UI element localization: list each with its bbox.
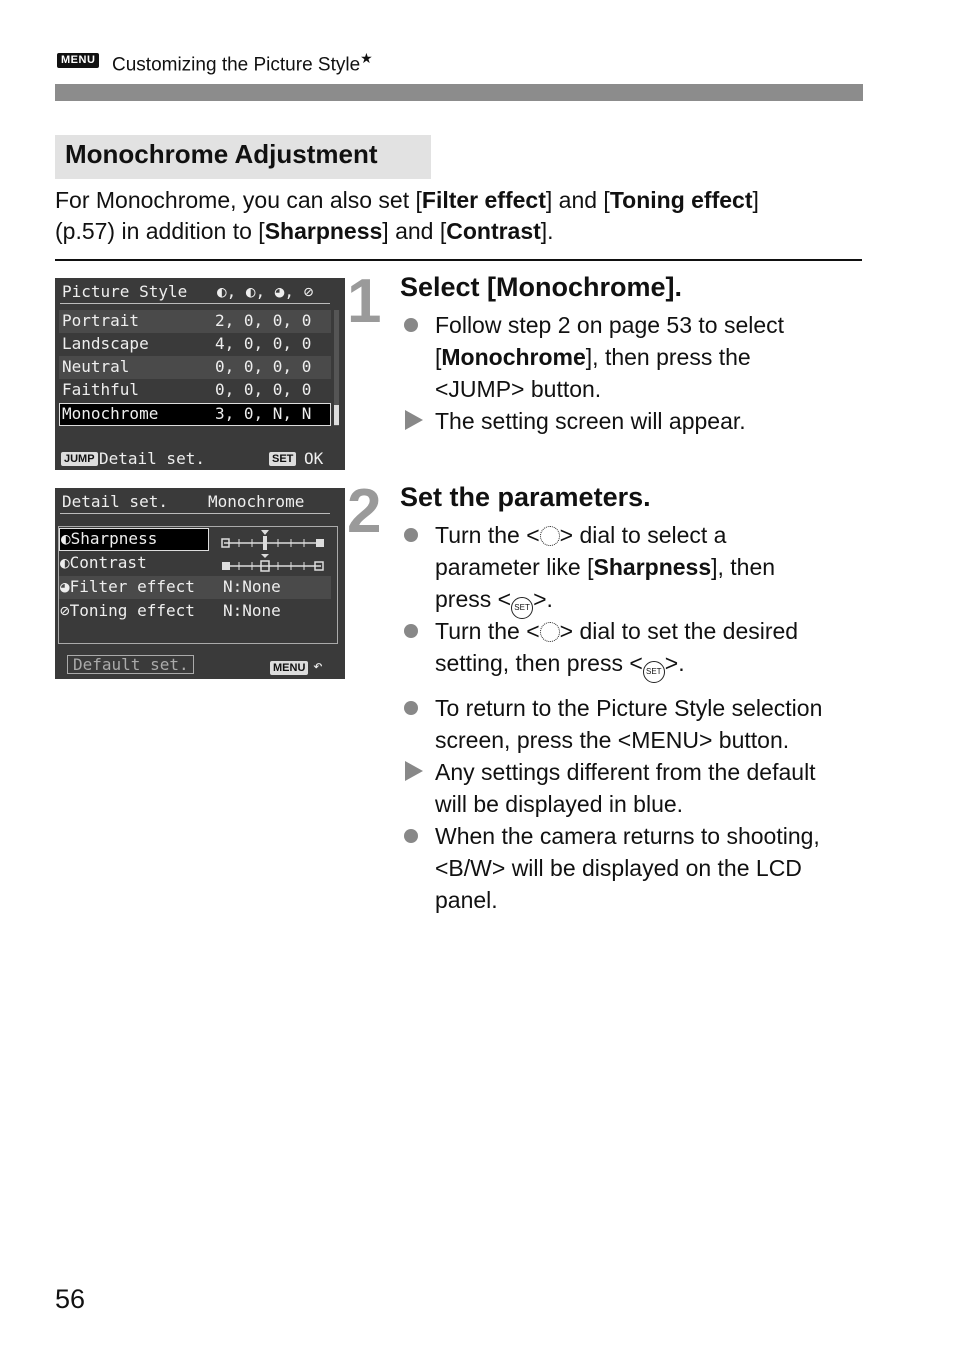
divider [60, 513, 330, 514]
scrollbar-thumb [334, 405, 339, 425]
picture-style-screen [55, 278, 345, 470]
instruction-text: >. [664, 650, 685, 676]
note-text: will be displayed in blue. [435, 791, 684, 817]
bullet-icon [404, 624, 418, 638]
parameter-row-selected [59, 528, 209, 551]
step-instruction [435, 309, 865, 405]
step-title: Select [Monochrome]. [400, 272, 683, 302]
parameter-name: ◐Contrast [60, 553, 147, 572]
parameter-row [59, 576, 331, 599]
contrast-slider [221, 554, 327, 574]
parameter-name: ◕Filter effect [60, 577, 195, 596]
style-row [59, 379, 331, 402]
bullet-icon [404, 318, 418, 332]
main-dial-icon [540, 526, 560, 546]
step-instruction [435, 519, 865, 619]
style-name: Monochrome [62, 404, 159, 423]
note-text: Any settings different from the default [435, 759, 816, 785]
sharpness-slider [221, 530, 327, 550]
note-text: To return to the Picture Style selection [435, 695, 823, 721]
intro-bold: Toning effect [609, 187, 753, 213]
bullet-icon [404, 701, 418, 715]
style-row-selected [59, 403, 331, 426]
screen-title: Picture Style [62, 282, 188, 301]
instruction-text: >. [533, 586, 553, 612]
result-arrow-icon [405, 410, 423, 430]
instruction-text: setting, then press < [435, 650, 643, 676]
style-row [59, 356, 331, 379]
style-name: Portrait [62, 311, 140, 330]
intro-paragraph [55, 185, 855, 247]
step-result [435, 405, 865, 437]
style-values: 4, 0, 0, 0 [215, 334, 312, 353]
divider [60, 303, 330, 304]
step-number: 1 [347, 267, 382, 336]
note-text: screen, press the <MENU> button. [435, 727, 790, 753]
star-icon: ★ [360, 50, 373, 66]
style-label: Monochrome [208, 492, 305, 511]
detail-set-screen [55, 488, 345, 679]
screen-title: Detail set. [62, 492, 168, 511]
intro-bold: Sharpness [264, 218, 383, 244]
note-text: <B/W> will be displayed on the LCD [435, 855, 802, 881]
default-set-label: Default set. [73, 655, 189, 674]
default-set-button [67, 655, 194, 674]
instruction-text: press < [435, 586, 512, 612]
bullet-icon [404, 528, 418, 542]
parameter-row [59, 600, 331, 623]
intro-bold: Contrast [446, 218, 541, 244]
style-name: Landscape [62, 334, 149, 353]
instruction-bold: Sharpness [593, 554, 712, 580]
parameter-icons: ◐, ◐, ◕, ⊘ [217, 282, 314, 301]
intro-text: (p.57) in addition to [ [55, 218, 265, 244]
style-name: Neutral [62, 357, 130, 376]
intro-text: ] [752, 187, 759, 213]
step-title: Set the parameters. [400, 482, 651, 512]
intro-text: ] and [ [545, 187, 610, 213]
note-result [435, 756, 865, 820]
footer-right: OK [304, 449, 324, 468]
instruction-text: ], then [711, 554, 776, 580]
style-name: Faithful [62, 380, 140, 399]
result-arrow-icon [405, 761, 423, 781]
step-instruction [435, 615, 865, 683]
instruction-text: > dial to set the desired [559, 618, 799, 644]
note [435, 820, 865, 916]
style-values: 3, 0, N, N [215, 404, 312, 423]
instruction-text: ], then press the [585, 344, 751, 370]
page-number: 56 [55, 1284, 86, 1314]
set-button-icon: SET [643, 661, 665, 683]
bullet-icon [404, 829, 418, 843]
jump-button-icon: JUMP [61, 452, 98, 466]
instruction-text: parameter like [ [435, 554, 594, 580]
divider [55, 259, 862, 261]
intro-text: ]. [540, 218, 554, 244]
instruction-text: Turn the < [435, 522, 540, 548]
intro-text: For Monochrome, you can also set [ [55, 187, 422, 213]
menu-badge: MENU [57, 53, 99, 68]
footer-left: Detail set. [99, 449, 205, 468]
main-dial-icon [540, 622, 560, 642]
instruction-text: Turn the < [435, 618, 540, 644]
intro-bold: Filter effect [421, 187, 546, 213]
instruction-text: <JUMP> button. [435, 376, 602, 402]
section-title: Monochrome Adjustment [65, 139, 378, 169]
parameter-value: N:None [223, 601, 281, 620]
parameter-value: N:None [223, 577, 281, 596]
style-values: 0, 0, 0, 0 [215, 357, 312, 376]
parameter-name: ◐Sharpness [61, 529, 158, 548]
note-text: When the camera returns to shooting, [435, 823, 820, 849]
instruction-text: Follow step 2 on page 53 to select [435, 312, 785, 338]
step-number: 2 [347, 477, 382, 546]
instruction-text: > dial to select a [559, 522, 727, 548]
note-text: panel. [435, 887, 498, 913]
breadcrumb-text: Customizing the Picture Style [112, 54, 361, 76]
style-values: 2, 0, 0, 0 [215, 311, 312, 330]
instruction-bold: Monochrome [441, 344, 586, 370]
intro-text: ] and [ [382, 218, 447, 244]
menu-button-icon: MENU [270, 661, 308, 675]
back-icon: ↶ [313, 656, 323, 675]
style-values: 0, 0, 0, 0 [215, 380, 312, 399]
instruction-text: [ [435, 344, 442, 370]
style-row [59, 310, 331, 333]
note [435, 692, 865, 756]
set-button-icon: SET [269, 452, 296, 466]
style-row [59, 333, 331, 356]
set-button-icon: SET [511, 597, 533, 619]
breadcrumb [112, 50, 373, 76]
parameter-name: ⊘Toning effect [60, 601, 195, 620]
header-bar [55, 84, 863, 101]
result-text: The setting screen will appear. [435, 408, 746, 434]
